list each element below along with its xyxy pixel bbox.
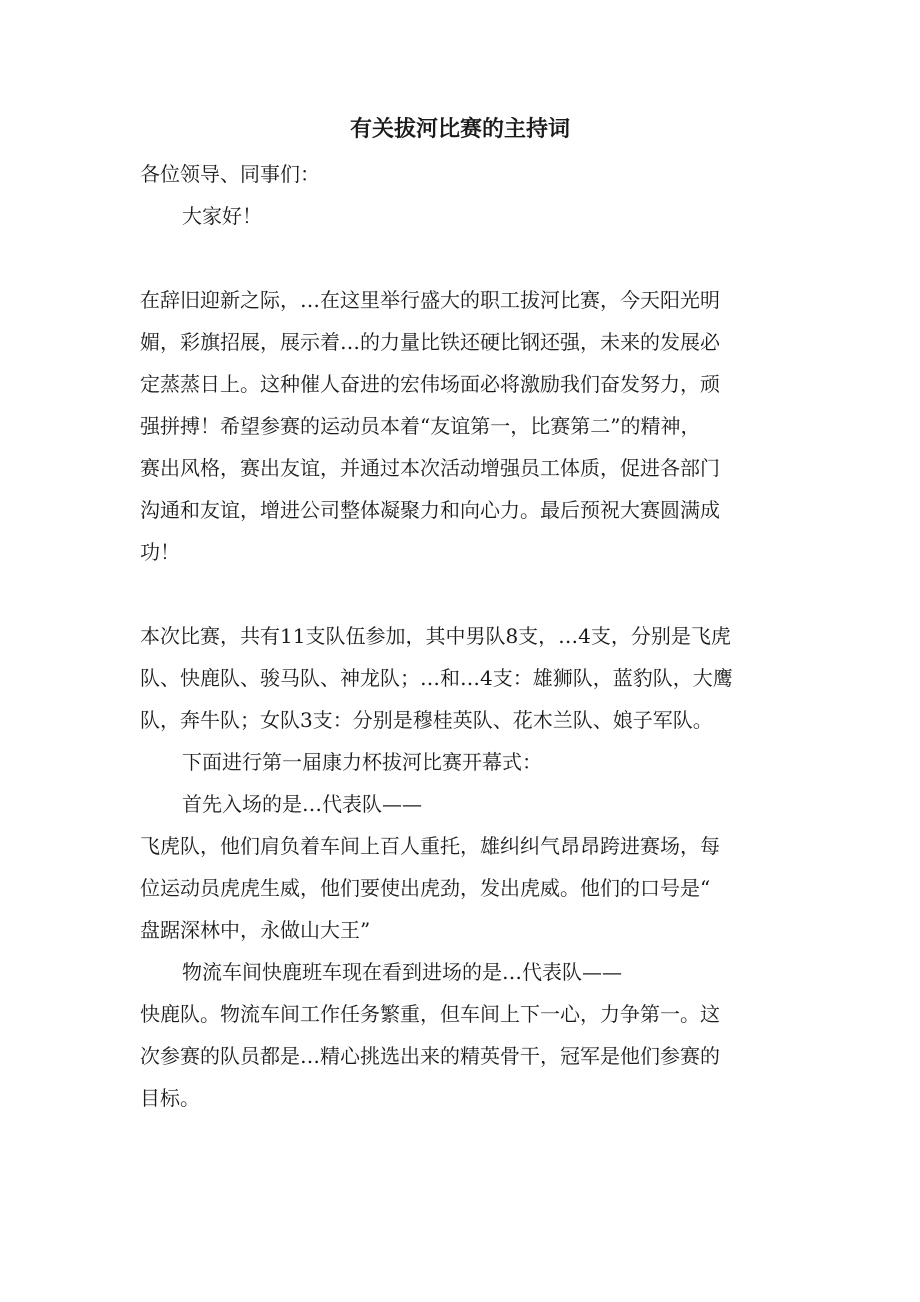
paragraph1-line: 在辞旧迎新之际，…在这里举行盛大的职工拔河比赛，今天阳光明 xyxy=(140,288,720,312)
paragraph1-line: 强拼搏！希望参赛的运动员本着“友谊第一，比赛第二”的精神， xyxy=(140,414,701,438)
paragraph4-line: 次参赛的队员都是…精心挑选出来的精英骨干，冠军是他们参赛的 xyxy=(140,1044,720,1068)
paragraph1-line: 功！ xyxy=(140,540,180,564)
paragraph3-line: 飞虎队，他们肩负着车间上百人重托，雄纠纠气昂昂跨进赛场，每 xyxy=(140,834,720,858)
paragraph1-line: 定蒸蒸日上。这种催人奋进的宏伟场面必将激励我们奋发努力，顽 xyxy=(140,372,720,396)
paragraph1-line: 赛出风格，赛出友谊，并通过本次活动增强员工体质，促进各部门 xyxy=(140,456,720,480)
paragraph4-line: 快鹿队。物流车间工作任务繁重，但车间上下一心，力争第一。这 xyxy=(140,1002,720,1026)
paragraph1-line: 媚，彩旗招展，展示着…的力量比铁还硬比钢还强，未来的发展必 xyxy=(140,330,720,354)
first-entry-line: 首先入场的是…代表队—— xyxy=(182,792,422,816)
paragraph2-line: 本次比赛，共有11支队伍参加，其中男队8支，…4支，分别是飞虎 xyxy=(140,624,731,648)
paragraph3-line: 盘踞深林中，永做山大王” xyxy=(140,918,371,942)
paragraph2-line: 队、快鹿队、骏马队、神龙队；…和…4支：雄狮队，蓝豹队，大鹰 xyxy=(140,666,733,690)
document-title: 有关拔河比赛的主持词 xyxy=(349,116,570,142)
paragraph4-line: 目标。 xyxy=(140,1086,200,1110)
paragraph3-line: 位运动员虎虎生威，他们要使出虎劲，发出虎威。他们的口号是“ xyxy=(140,876,711,900)
salutation: 各位领导、同事们： xyxy=(140,162,320,186)
paragraph2-line: 队，奔牛队；女队3支：分别是穆桂英队、花木兰队、娘子军队。 xyxy=(140,708,713,732)
greeting: 大家好！ xyxy=(182,204,262,228)
paragraph1-line: 沟通和友谊，增进公司整体凝聚力和向心力。最后预祝大赛圆满成 xyxy=(140,498,720,522)
opening-line: 下面进行第一届康力杯拔河比赛开幕式： xyxy=(182,750,542,774)
second-entry-line: 物流车间快鹿班车现在看到进场的是…代表队—— xyxy=(182,960,622,984)
